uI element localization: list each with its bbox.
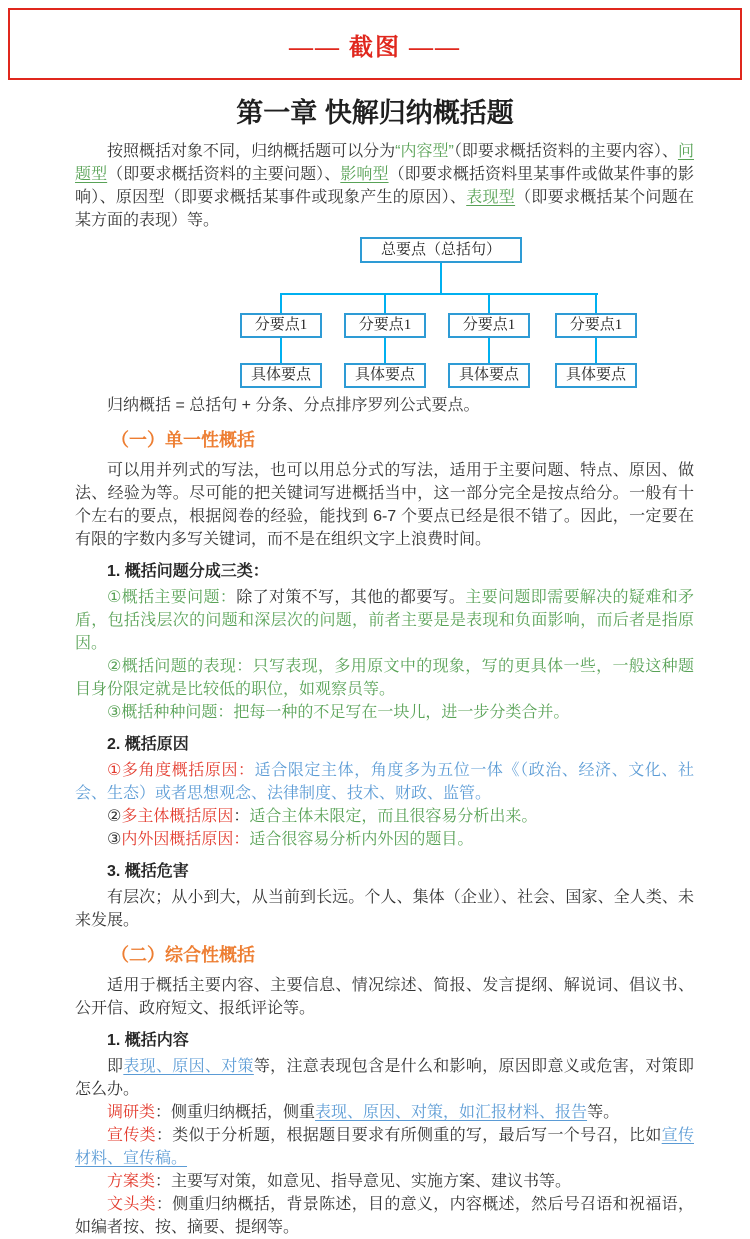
text-segment: ③概括种种问题：把每一种的不足写在一块儿，进一步分类合并。 bbox=[107, 704, 570, 721]
cause-type-1 bbox=[75, 759, 694, 805]
connector-line bbox=[440, 263, 442, 293]
text-segment: 适合限定主体，角度多为五位一体《（政治、经济、文化、社会、生态）或者思想观念、法律制度、技术、财政、监管。 bbox=[75, 762, 694, 802]
section-1-heading bbox=[75, 427, 694, 454]
text-segment: 归纳概括 = 总括句 + 分条、分点排序罗列公式要点。 bbox=[107, 397, 480, 414]
text-segment: ： bbox=[233, 831, 250, 848]
text-segment: ② bbox=[107, 808, 122, 825]
connector-line bbox=[280, 295, 282, 313]
connector-line bbox=[488, 338, 490, 363]
text-segment: 有层次；从小到大，从当前到长远。个人、集体（企业）、社会、国家、全人类、未来发展。 bbox=[75, 889, 694, 929]
text-segment: （一）单一性概括 bbox=[111, 430, 255, 450]
text-segment: ： bbox=[155, 1127, 173, 1144]
diagram-leaf-box: 具体要点 bbox=[448, 363, 530, 388]
intro-paragraph bbox=[75, 140, 694, 232]
problem-type-3 bbox=[75, 701, 694, 724]
text-segment: 等，注意表现包含是什么和影响，原因即意义或危害，对策即怎么办。 bbox=[75, 1058, 694, 1098]
text-segment: “内容型” bbox=[395, 143, 454, 160]
text-segment: 表现、原因、对策，如汇报材料、报告 bbox=[315, 1104, 588, 1121]
text-segment: （即要求概括资料里某事件或做某件事的影响）、原因型（即要求概括某事件或现象产生的原因）、 bbox=[75, 166, 694, 206]
diagram-branch-box: 分要点1 bbox=[448, 313, 530, 338]
text-segment: ①多角度概括原因： bbox=[107, 762, 255, 779]
document-body bbox=[0, 130, 750, 1239]
subhead-harms bbox=[75, 860, 694, 883]
text-segment: 影响型 bbox=[340, 166, 389, 183]
text-segment: ②概括问题的表现：只写表现，多用原文中的现象，写的更具体一些，一般这种题目身份限定就是比较低的职位，如观察员等。 bbox=[75, 658, 694, 698]
content-paragraph bbox=[75, 1055, 694, 1101]
text-segment: 适合主体未限定，而且很容易分析出来。 bbox=[249, 808, 538, 825]
text-segment: ①概括主要问题： bbox=[107, 589, 237, 606]
banner-label: —— 截图 —— bbox=[289, 35, 461, 61]
page-title: 第一章 快解归纳概括题 bbox=[236, 98, 514, 128]
text-segment: 主要写对策，如意见、指导意见、实施方案、建议书等。 bbox=[171, 1173, 572, 1190]
diagram-leaf-box: 具体要点 bbox=[344, 363, 426, 388]
text-segment: 2. 概括原因 bbox=[107, 736, 189, 753]
text-segment: ： bbox=[233, 808, 250, 825]
text-segment: 多主体概括原因 bbox=[121, 808, 234, 825]
connector-line bbox=[595, 295, 597, 313]
text-segment: 侧重归纳概括，侧重 bbox=[171, 1104, 316, 1121]
connector-line bbox=[595, 338, 597, 363]
text-segment: 1. 概括内容 bbox=[107, 1032, 189, 1049]
text-segment: 调研类 bbox=[107, 1104, 156, 1121]
diagram-root-box: 总要点（总括句） bbox=[360, 237, 522, 263]
category-wentou bbox=[75, 1193, 694, 1239]
connector-line bbox=[280, 338, 282, 363]
text-segment: 表现型 bbox=[466, 189, 516, 206]
text-segment: 主要问题即需要解决的疑难和矛盾，包括浅层次的问题和深层次的问题，前者主要是是表现和负面影响，而后者是指原因。 bbox=[75, 589, 694, 652]
harms-paragraph bbox=[75, 886, 694, 932]
text-segment: （即要求概括资料的主要问题）、 bbox=[107, 166, 341, 183]
text-segment: 问题型 bbox=[75, 143, 694, 183]
category-diaoyan bbox=[75, 1101, 694, 1124]
subhead-causes bbox=[75, 733, 694, 756]
intro-host bbox=[75, 140, 694, 232]
problem-type-1 bbox=[75, 586, 694, 655]
connector-line bbox=[488, 295, 490, 313]
diagram-leaf-box: 具体要点 bbox=[240, 363, 322, 388]
subhead-problem-types bbox=[75, 560, 694, 583]
category-xuanchuan bbox=[75, 1124, 694, 1170]
text-segment: ： bbox=[155, 1173, 172, 1190]
formula-paragraph bbox=[75, 394, 694, 417]
text-segment: 适用于概括主要内容、主要信息、情况综述、简报、发言提纲、解说词、倡议书、公开信、政府短文、报纸评论等。 bbox=[75, 977, 694, 1017]
screenshot-banner bbox=[8, 8, 742, 80]
text-segment: （即要求概括资料的主要内容）、 bbox=[453, 143, 678, 160]
text-segment: 3. 概括危害 bbox=[107, 863, 189, 880]
text-segment: 宣传材料、宣传稿。 bbox=[75, 1127, 694, 1167]
diagram-branch-box: 分要点1 bbox=[344, 313, 426, 338]
diagram-leaf-box: 具体要点 bbox=[555, 363, 637, 388]
text-segment: 按照概括对象不同，归纳概括题可以分为 bbox=[107, 143, 396, 160]
text-segment: ： bbox=[155, 1196, 173, 1213]
text-segment: ③ bbox=[107, 831, 122, 848]
connector-line bbox=[384, 338, 386, 363]
text-segment: 侧重归纳概括，背景陈述，目的意义，内容概述，然后号召语和祝福语，如编者按、按、摘要、提纲等。 bbox=[75, 1196, 694, 1236]
section-1-paragraph bbox=[75, 459, 694, 551]
text-segment: （即要求概括某个问题在某方面的表现）等。 bbox=[75, 189, 694, 229]
text-segment: 可以用并列式的写法，也可以用总分式的写法，适用于主要问题、特点、原因、做法、经验为等。尽可能的把关键词写进概括当中，这一部分完全是按点给分。一般有十个左右的要点，根据阅卷的经验，能找到 6-7 个要点已经是很不错了。因此，一定要在有限的字数内多写关键词，而不是在组织文字上浪费时间。 bbox=[75, 462, 694, 548]
section-2-paragraph bbox=[75, 974, 694, 1020]
cause-type-3 bbox=[75, 828, 694, 851]
text-segment: 1. 概括问题分成三类： bbox=[107, 563, 269, 580]
connector-line bbox=[280, 293, 598, 295]
category-fangan bbox=[75, 1170, 694, 1193]
text-segment: 方案类 bbox=[107, 1173, 156, 1190]
subhead-content bbox=[75, 1029, 694, 1052]
diagram-branch-box: 分要点1 bbox=[240, 313, 322, 338]
cause-type-2 bbox=[75, 805, 694, 828]
connector-line bbox=[384, 295, 386, 313]
sections-host bbox=[75, 394, 694, 1239]
text-segment: 除了对策不写，其他的都要写。 bbox=[236, 589, 466, 606]
text-segment: 适合很容易分析内外因的题目。 bbox=[249, 831, 474, 848]
problem-type-2 bbox=[75, 655, 694, 701]
summary-structure-diagram bbox=[75, 237, 694, 389]
text-segment: ： bbox=[155, 1104, 172, 1121]
text-segment: 表现、原因、对策 bbox=[123, 1058, 254, 1075]
diagram-branch-box: 分要点1 bbox=[555, 313, 637, 338]
text-segment: （二）综合性概括 bbox=[111, 945, 255, 965]
text-segment: 即 bbox=[107, 1058, 124, 1075]
text-segment: 宣传类 bbox=[107, 1127, 156, 1144]
text-segment: 类似于分析题，根据题目要求有所侧重的写，最后写一个号召，比如 bbox=[172, 1127, 662, 1144]
text-segment: 文头类 bbox=[107, 1196, 156, 1213]
text-segment: 内外因概括原因 bbox=[121, 831, 234, 848]
text-segment: 等。 bbox=[587, 1104, 620, 1121]
section-2-heading bbox=[75, 942, 694, 969]
